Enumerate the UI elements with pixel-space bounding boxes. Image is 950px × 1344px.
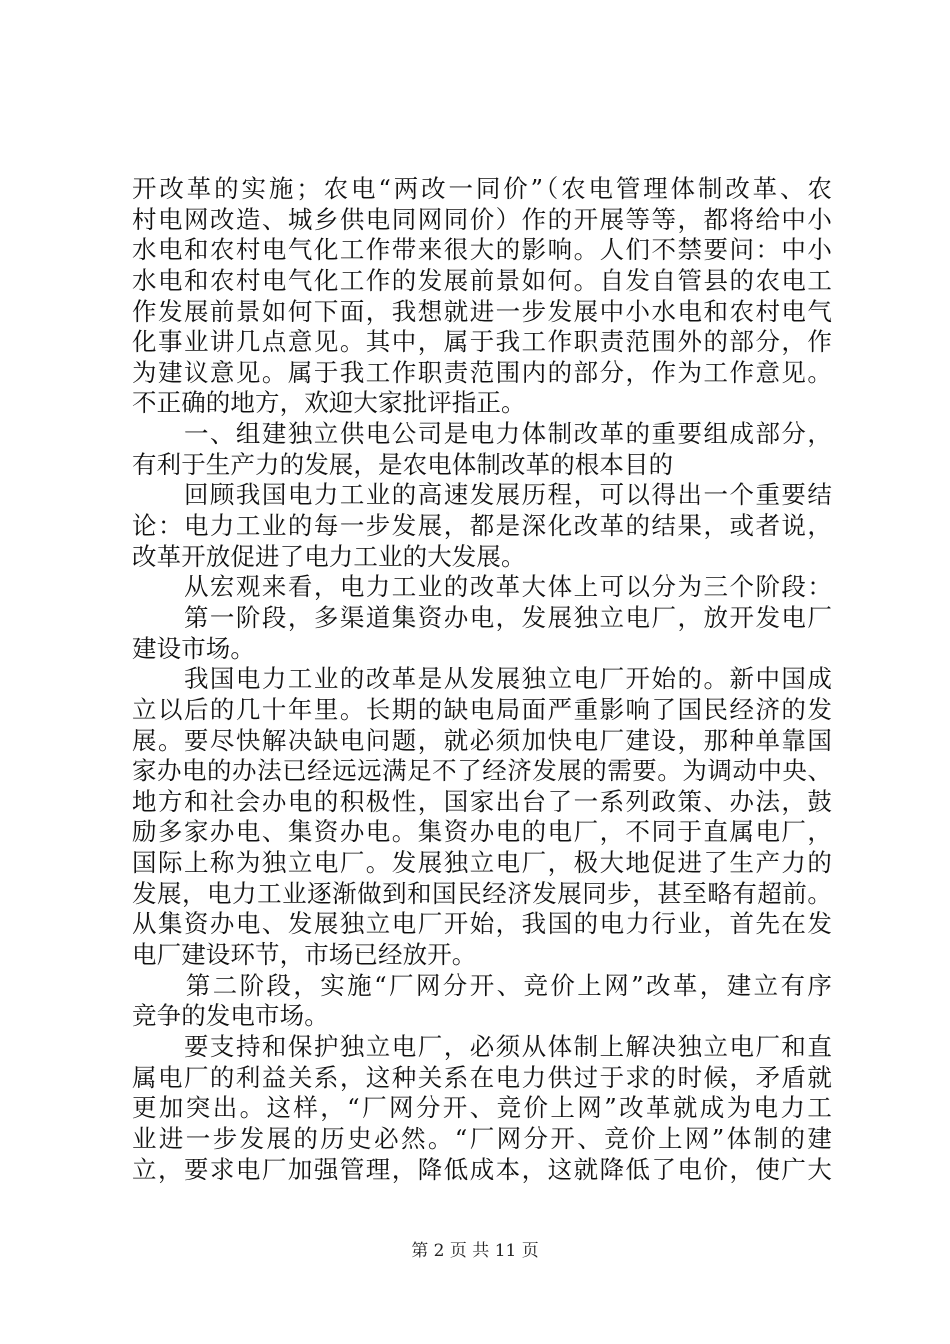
text-line: 立，要求电厂加强管理，降低成本，这就降低了电价，使广大 [132,1154,832,1184]
text-line: 不正确的地方，欢迎大家批评指正。 [132,388,526,418]
text-line: 为建议意见。属于我工作职责范围内的部分，作为工作意见。 [132,357,832,387]
text-line: 业进一步发展的历史必然。“厂网分开、竞价上网”体制的建 [132,1123,832,1153]
text-line: 更加突出。这样，“厂网分开、竞价上网”改革就成为电力工 [132,1093,832,1123]
text-line: 回顾我国电力工业的高速发展历程，可以得出一个重要结 [132,480,832,510]
text-line: 化事业讲几点意见。其中，属于我工作职责范围外的部分，作 [132,327,832,357]
text-line: 从宏观来看，电力工业的改革大体上可以分为三个阶段： [132,572,832,602]
text-line: 一、组建独立供电公司是电力体制改革的重要组成部分， [132,419,832,449]
text-line: 改革开放促进了电力工业的大发展。 [132,541,526,571]
text-line: 展。要尽快解决缺电问题，就必须加快电厂建设，那种单靠国 [132,725,832,755]
text-line: 有利于生产力的发展，是农电体制改革的根本目的 [132,449,674,479]
text-line: 我国电力工业的改革是从发展独立电厂开始的。新中国成 [132,664,832,694]
text-line: 水电和农村电气化工作的发展前景如何。自发自管县的农电工 [132,265,832,295]
text-line: 第一阶段，多渠道集资办电，发展独立电厂，放开发电厂 [132,602,832,632]
text-line: 国际上称为独立电厂。发展独立电厂，极大地促进了生产力的 [132,848,832,878]
document-body [132,174,832,1185]
text-line: 开改革的实施；农电“两改一同价”（农电管理体制改革、农 [132,174,832,203]
text-line: 从集资办电、发展独立电厂开始，我国的电力行业，首先在发 [132,909,832,939]
text-line: 发展，电力工业逐渐做到和国民经济发展同步，甚至略有超前。 [132,878,832,908]
text-line: 第二阶段，实施“厂网分开、竞价上网”改革，建立有序 [132,970,832,1000]
text-line: 村电网改造、城乡供电同网同价）作的开展等等，都将给中小 [132,204,832,234]
text-line: 地方和社会办电的积极性，国家出台了一系列政策、办法，鼓 [132,786,832,816]
text-line: 电厂建设环节，市场已经放开。 [132,940,477,970]
text-line: 要支持和保护独立电厂，必须从体制上解决独立电厂和直 [132,1031,832,1061]
text-line: 建设市场。 [132,633,255,663]
page-number-footer: 第 2 页 共 11 页 [411,1241,539,1261]
text-line: 励多家办电、集资办电。集资办电的电厂，不同于直属电厂， [132,817,832,847]
text-line: 竞争的发电市场。 [132,1001,329,1031]
text-line: 水电和农村电气化工作带来很大的影响。人们不禁要问：中小 [132,235,832,265]
text-line: 作发展前景如何下面，我想就进一步发展中小水电和农村电气 [132,296,832,326]
text-line: 属电厂的利益关系，这种关系在电力供过于求的时候，矛盾就 [132,1062,832,1092]
text-line: 家办电的办法已经远远满足不了经济发展的需要。为调动中央、 [132,756,832,786]
text-line: 论：电力工业的每一步发展，都是深化改革的结果，或者说， [132,511,832,541]
text-line: 立以后的几十年里。长期的缺电局面严重影响了国民经济的发 [132,694,832,724]
